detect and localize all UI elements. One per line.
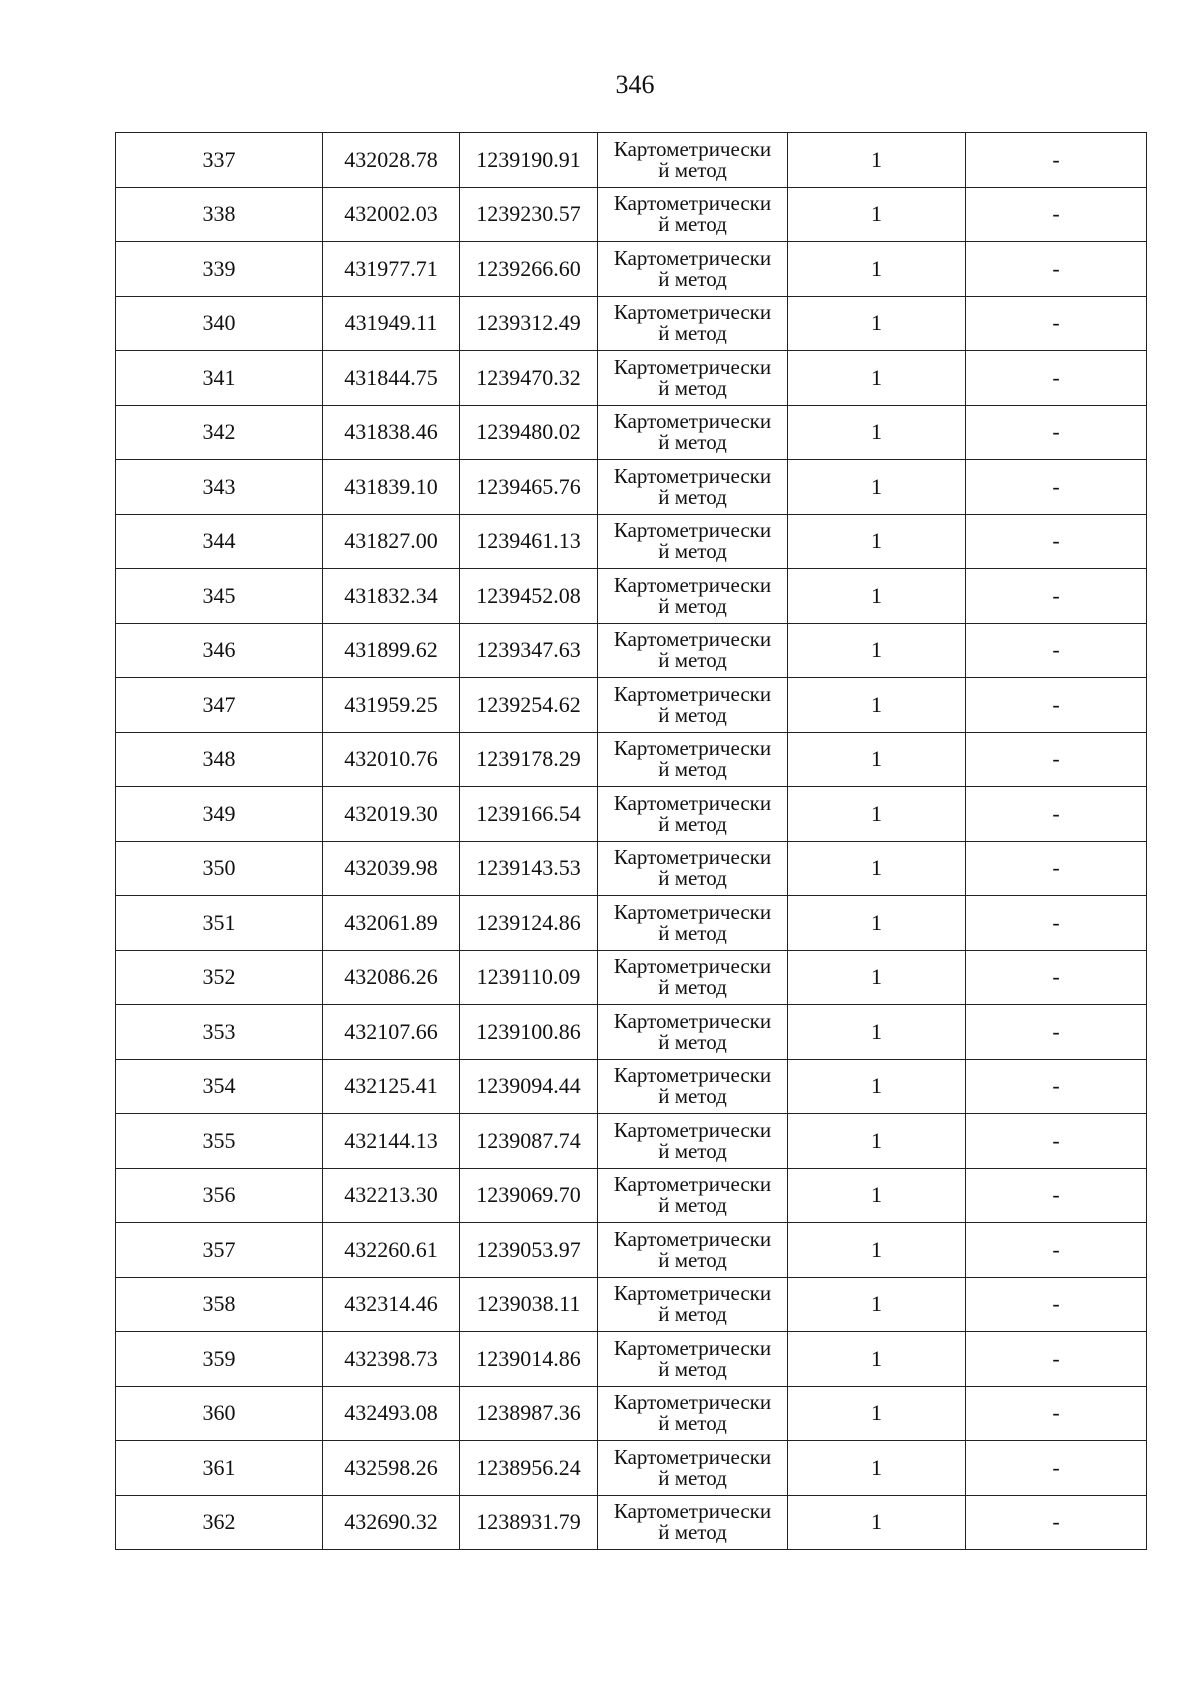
method-text-line-2: й метод: [658, 1302, 727, 1327]
x-coordinate-cell: 431949.11: [323, 296, 460, 351]
accuracy-cell: 1: [788, 460, 966, 515]
table-row: [116, 133, 1147, 188]
y-coordinate-cell: 1239347.63: [460, 623, 598, 678]
note-cell: -: [966, 1441, 1147, 1496]
y-coordinate-cell: 1239470.32: [460, 351, 598, 406]
method-text-line-1: Картометрически: [613, 136, 772, 161]
accuracy-cell: 1: [788, 1332, 966, 1387]
method-text-line-1: Картометрически: [613, 899, 772, 924]
note-cell: -: [966, 1223, 1147, 1278]
point-number-cell: 352: [116, 950, 323, 1005]
note-cell: -: [966, 1495, 1147, 1550]
point-number-cell: 337: [116, 133, 323, 188]
y-coordinate-cell: 1239110.09: [460, 950, 598, 1005]
x-coordinate-cell: 432144.13: [323, 1114, 460, 1169]
table-row: [116, 296, 1147, 351]
method-text-line-2: й метод: [658, 702, 727, 727]
method-text-line-1: Картометрически: [613, 1335, 772, 1360]
method-text-line-1: Картометрически: [613, 1117, 772, 1142]
method-cell: [598, 787, 788, 842]
y-coordinate-cell: 1239480.02: [460, 405, 598, 460]
method-text-line-1: Картометрически: [613, 627, 772, 652]
x-coordinate-cell: 432002.03: [323, 187, 460, 242]
accuracy-cell: 1: [788, 787, 966, 842]
table-row: [116, 187, 1147, 242]
method-cell: [598, 841, 788, 896]
note-cell: -: [966, 1059, 1147, 1114]
accuracy-cell: 1: [788, 623, 966, 678]
method-cell: [598, 242, 788, 297]
point-number-cell: 361: [116, 1441, 323, 1496]
method-cell: [598, 732, 788, 787]
note-cell: -: [966, 1386, 1147, 1441]
method-text-line-1: Картометрически: [613, 518, 772, 543]
method-text-line-1: Картометрически: [613, 463, 772, 488]
method-text-line-1: Картометрически: [613, 681, 772, 706]
table-row: [116, 1168, 1147, 1223]
method-text-line-2: й метод: [658, 593, 727, 618]
point-number-cell: 346: [116, 623, 323, 678]
y-coordinate-cell: 1239069.70: [460, 1168, 598, 1223]
method-text-line-1: Картометрически: [613, 1226, 772, 1251]
x-coordinate-cell: 431844.75: [323, 351, 460, 406]
method-text-line-2: й метод: [658, 1138, 727, 1163]
x-coordinate-cell: 432010.76: [323, 732, 460, 787]
point-number-cell: 343: [116, 460, 323, 515]
point-number-cell: 348: [116, 732, 323, 787]
note-cell: -: [966, 1114, 1147, 1169]
method-text-line-2: й метод: [658, 1247, 727, 1272]
y-coordinate-cell: 1239461.13: [460, 514, 598, 569]
y-coordinate-cell: 1239166.54: [460, 787, 598, 842]
table-row: [116, 405, 1147, 460]
method-text-line-2: й метод: [658, 430, 727, 455]
method-text-line-2: й метод: [658, 811, 727, 836]
point-number-cell: 355: [116, 1114, 323, 1169]
x-coordinate-cell: 432690.32: [323, 1495, 460, 1550]
method-cell: [598, 187, 788, 242]
method-cell: [598, 296, 788, 351]
point-number-cell: 347: [116, 678, 323, 733]
method-text-line-2: й метод: [658, 212, 727, 237]
x-coordinate-cell: 431899.62: [323, 623, 460, 678]
y-coordinate-cell: 1239094.44: [460, 1059, 598, 1114]
method-text-line-1: Картометрически: [613, 1281, 772, 1306]
method-text-line-1: Картометрически: [613, 572, 772, 597]
accuracy-cell: 1: [788, 1386, 966, 1441]
table-row: [116, 1223, 1147, 1278]
method-cell: [598, 1168, 788, 1223]
method-text-line-2: й метод: [658, 266, 727, 291]
method-text-line-1: Картометрически: [613, 191, 772, 216]
x-coordinate-cell: 432125.41: [323, 1059, 460, 1114]
point-number-cell: 340: [116, 296, 323, 351]
method-text-line-1: Картометрически: [613, 845, 772, 870]
method-text-line-2: й метод: [658, 866, 727, 891]
accuracy-cell: 1: [788, 1277, 966, 1332]
table-row: [116, 1005, 1147, 1060]
y-coordinate-cell: 1239087.74: [460, 1114, 598, 1169]
method-cell: [598, 569, 788, 624]
point-number-cell: 362: [116, 1495, 323, 1550]
y-coordinate-cell: 1238987.36: [460, 1386, 598, 1441]
table-row: [116, 950, 1147, 1005]
accuracy-cell: 1: [788, 841, 966, 896]
point-number-cell: 339: [116, 242, 323, 297]
x-coordinate-cell: 432039.98: [323, 841, 460, 896]
table-row: [116, 1495, 1147, 1550]
note-cell: -: [966, 841, 1147, 896]
y-coordinate-cell: 1239230.57: [460, 187, 598, 242]
table-row: [116, 1277, 1147, 1332]
y-coordinate-cell: 1239053.97: [460, 1223, 598, 1278]
y-coordinate-cell: 1239178.29: [460, 732, 598, 787]
table-row: [116, 623, 1147, 678]
coordinates-table: [115, 132, 1147, 1550]
note-cell: -: [966, 187, 1147, 242]
point-number-cell: 357: [116, 1223, 323, 1278]
method-text-line-2: й метод: [658, 920, 727, 945]
table-row: [116, 787, 1147, 842]
y-coordinate-cell: 1238956.24: [460, 1441, 598, 1496]
x-coordinate-cell: 432028.78: [323, 133, 460, 188]
accuracy-cell: 1: [788, 351, 966, 406]
x-coordinate-cell: 432260.61: [323, 1223, 460, 1278]
table-row: [116, 732, 1147, 787]
method-cell: [598, 1441, 788, 1496]
note-cell: -: [966, 1277, 1147, 1332]
accuracy-cell: 1: [788, 133, 966, 188]
table-row: [116, 460, 1147, 515]
note-cell: -: [966, 896, 1147, 951]
point-number-cell: 342: [116, 405, 323, 460]
method-text-line-1: Картометрически: [613, 1008, 772, 1033]
method-text-line-2: й метод: [658, 484, 727, 509]
method-text-line-2: й метод: [658, 1193, 727, 1218]
note-cell: -: [966, 678, 1147, 733]
method-cell: [598, 1005, 788, 1060]
method-cell: [598, 405, 788, 460]
note-cell: -: [966, 514, 1147, 569]
point-number-cell: 359: [116, 1332, 323, 1387]
table-row: [116, 1332, 1147, 1387]
point-number-cell: 353: [116, 1005, 323, 1060]
method-cell: [598, 1277, 788, 1332]
method-cell: [598, 133, 788, 188]
method-text-line-1: Картометрически: [613, 790, 772, 815]
y-coordinate-cell: 1239143.53: [460, 841, 598, 896]
accuracy-cell: 1: [788, 1441, 966, 1496]
y-coordinate-cell: 1239014.86: [460, 1332, 598, 1387]
point-number-cell: 350: [116, 841, 323, 896]
point-number-cell: 356: [116, 1168, 323, 1223]
method-text-line-2: й метод: [658, 157, 727, 182]
y-coordinate-cell: 1239190.91: [460, 133, 598, 188]
x-coordinate-cell: 431827.00: [323, 514, 460, 569]
coordinates-table-body: [116, 133, 1147, 1550]
method-cell: [598, 1114, 788, 1169]
note-cell: -: [966, 1005, 1147, 1060]
method-cell: [598, 514, 788, 569]
x-coordinate-cell: 432398.73: [323, 1332, 460, 1387]
method-cell: [598, 1332, 788, 1387]
note-cell: -: [966, 950, 1147, 1005]
method-text-line-1: Картометрически: [613, 409, 772, 434]
note-cell: -: [966, 460, 1147, 515]
note-cell: -: [966, 351, 1147, 406]
y-coordinate-cell: 1239124.86: [460, 896, 598, 951]
x-coordinate-cell: 432061.89: [323, 896, 460, 951]
y-coordinate-cell: 1239100.86: [460, 1005, 598, 1060]
method-text-line-2: й метод: [658, 1084, 727, 1109]
table-row: [116, 1386, 1147, 1441]
note-cell: -: [966, 405, 1147, 460]
method-text-line-2: й метод: [658, 1356, 727, 1381]
point-number-cell: 360: [116, 1386, 323, 1441]
method-cell: [598, 1059, 788, 1114]
note-cell: -: [966, 787, 1147, 842]
method-text-line-2: й метод: [658, 321, 727, 346]
x-coordinate-cell: 431838.46: [323, 405, 460, 460]
method-text-line-2: й метод: [658, 1411, 727, 1436]
note-cell: -: [966, 569, 1147, 624]
method-text-line-2: й метод: [658, 1465, 727, 1490]
x-coordinate-cell: 432213.30: [323, 1168, 460, 1223]
point-number-cell: 345: [116, 569, 323, 624]
method-cell: [598, 1386, 788, 1441]
table-row: [116, 242, 1147, 297]
accuracy-cell: 1: [788, 732, 966, 787]
method-text-line-1: Картометрически: [613, 1499, 772, 1524]
x-coordinate-cell: 431832.34: [323, 569, 460, 624]
accuracy-cell: 1: [788, 896, 966, 951]
accuracy-cell: 1: [788, 405, 966, 460]
page-number: 346: [615, 70, 655, 99]
method-text-line-1: Картометрически: [613, 300, 772, 325]
y-coordinate-cell: 1239465.76: [460, 460, 598, 515]
note-cell: -: [966, 623, 1147, 678]
note-cell: -: [966, 1332, 1147, 1387]
method-text-line-1: Картометрически: [613, 245, 772, 270]
x-coordinate-cell: 432598.26: [323, 1441, 460, 1496]
method-text-line-2: й метод: [658, 648, 727, 673]
point-number-cell: 351: [116, 896, 323, 951]
table-row: [116, 896, 1147, 951]
point-number-cell: 341: [116, 351, 323, 406]
method-text-line-2: й метод: [658, 1029, 727, 1054]
method-text-line-1: Картометрически: [613, 1390, 772, 1415]
note-cell: -: [966, 133, 1147, 188]
table-row: [116, 351, 1147, 406]
method-text-line-1: Картометрически: [613, 1172, 772, 1197]
method-cell: [598, 351, 788, 406]
method-cell: [598, 1495, 788, 1550]
method-cell: [598, 950, 788, 1005]
method-text-line-1: Картометрически: [613, 954, 772, 979]
x-coordinate-cell: 432019.30: [323, 787, 460, 842]
method-text-line-2: й метод: [658, 375, 727, 400]
y-coordinate-cell: 1238931.79: [460, 1495, 598, 1550]
x-coordinate-cell: 432107.66: [323, 1005, 460, 1060]
method-cell: [598, 678, 788, 733]
x-coordinate-cell: 432493.08: [323, 1386, 460, 1441]
table-row: [116, 1114, 1147, 1169]
y-coordinate-cell: 1239038.11: [460, 1277, 598, 1332]
method-text-line-2: й метод: [658, 757, 727, 782]
table-row: [116, 569, 1147, 624]
point-number-cell: 349: [116, 787, 323, 842]
accuracy-cell: 1: [788, 1005, 966, 1060]
table-row: [116, 678, 1147, 733]
method-cell: [598, 896, 788, 951]
x-coordinate-cell: 432314.46: [323, 1277, 460, 1332]
method-text-line-2: й метод: [658, 975, 727, 1000]
method-text-line-2: й метод: [658, 1520, 727, 1545]
accuracy-cell: 1: [788, 1495, 966, 1550]
method-cell: [598, 1223, 788, 1278]
x-coordinate-cell: 432086.26: [323, 950, 460, 1005]
method-text-line-1: Картометрически: [613, 1063, 772, 1088]
accuracy-cell: 1: [788, 514, 966, 569]
y-coordinate-cell: 1239452.08: [460, 569, 598, 624]
accuracy-cell: 1: [788, 242, 966, 297]
accuracy-cell: 1: [788, 678, 966, 733]
method-text-line-1: Картометрически: [613, 1444, 772, 1469]
method-cell: [598, 460, 788, 515]
table-row: [116, 1059, 1147, 1114]
x-coordinate-cell: 431839.10: [323, 460, 460, 515]
point-number-cell: 344: [116, 514, 323, 569]
y-coordinate-cell: 1239266.60: [460, 242, 598, 297]
x-coordinate-cell: 431959.25: [323, 678, 460, 733]
x-coordinate-cell: 431977.71: [323, 242, 460, 297]
note-cell: -: [966, 242, 1147, 297]
note-cell: -: [966, 1168, 1147, 1223]
accuracy-cell: 1: [788, 296, 966, 351]
accuracy-cell: 1: [788, 569, 966, 624]
method-cell: [598, 623, 788, 678]
accuracy-cell: 1: [788, 1168, 966, 1223]
note-cell: -: [966, 296, 1147, 351]
y-coordinate-cell: 1239254.62: [460, 678, 598, 733]
method-text-line-2: й метод: [658, 539, 727, 564]
method-text-line-1: Картометрически: [613, 736, 772, 761]
y-coordinate-cell: 1239312.49: [460, 296, 598, 351]
accuracy-cell: 1: [788, 1114, 966, 1169]
accuracy-cell: 1: [788, 1059, 966, 1114]
accuracy-cell: 1: [788, 187, 966, 242]
note-cell: -: [966, 732, 1147, 787]
table-row: [116, 1441, 1147, 1496]
accuracy-cell: 1: [788, 950, 966, 1005]
point-number-cell: 358: [116, 1277, 323, 1332]
point-number-cell: 338: [116, 187, 323, 242]
table-row: [116, 514, 1147, 569]
table-row: [116, 841, 1147, 896]
accuracy-cell: 1: [788, 1223, 966, 1278]
point-number-cell: 354: [116, 1059, 323, 1114]
method-text-line-1: Картометрически: [613, 354, 772, 379]
